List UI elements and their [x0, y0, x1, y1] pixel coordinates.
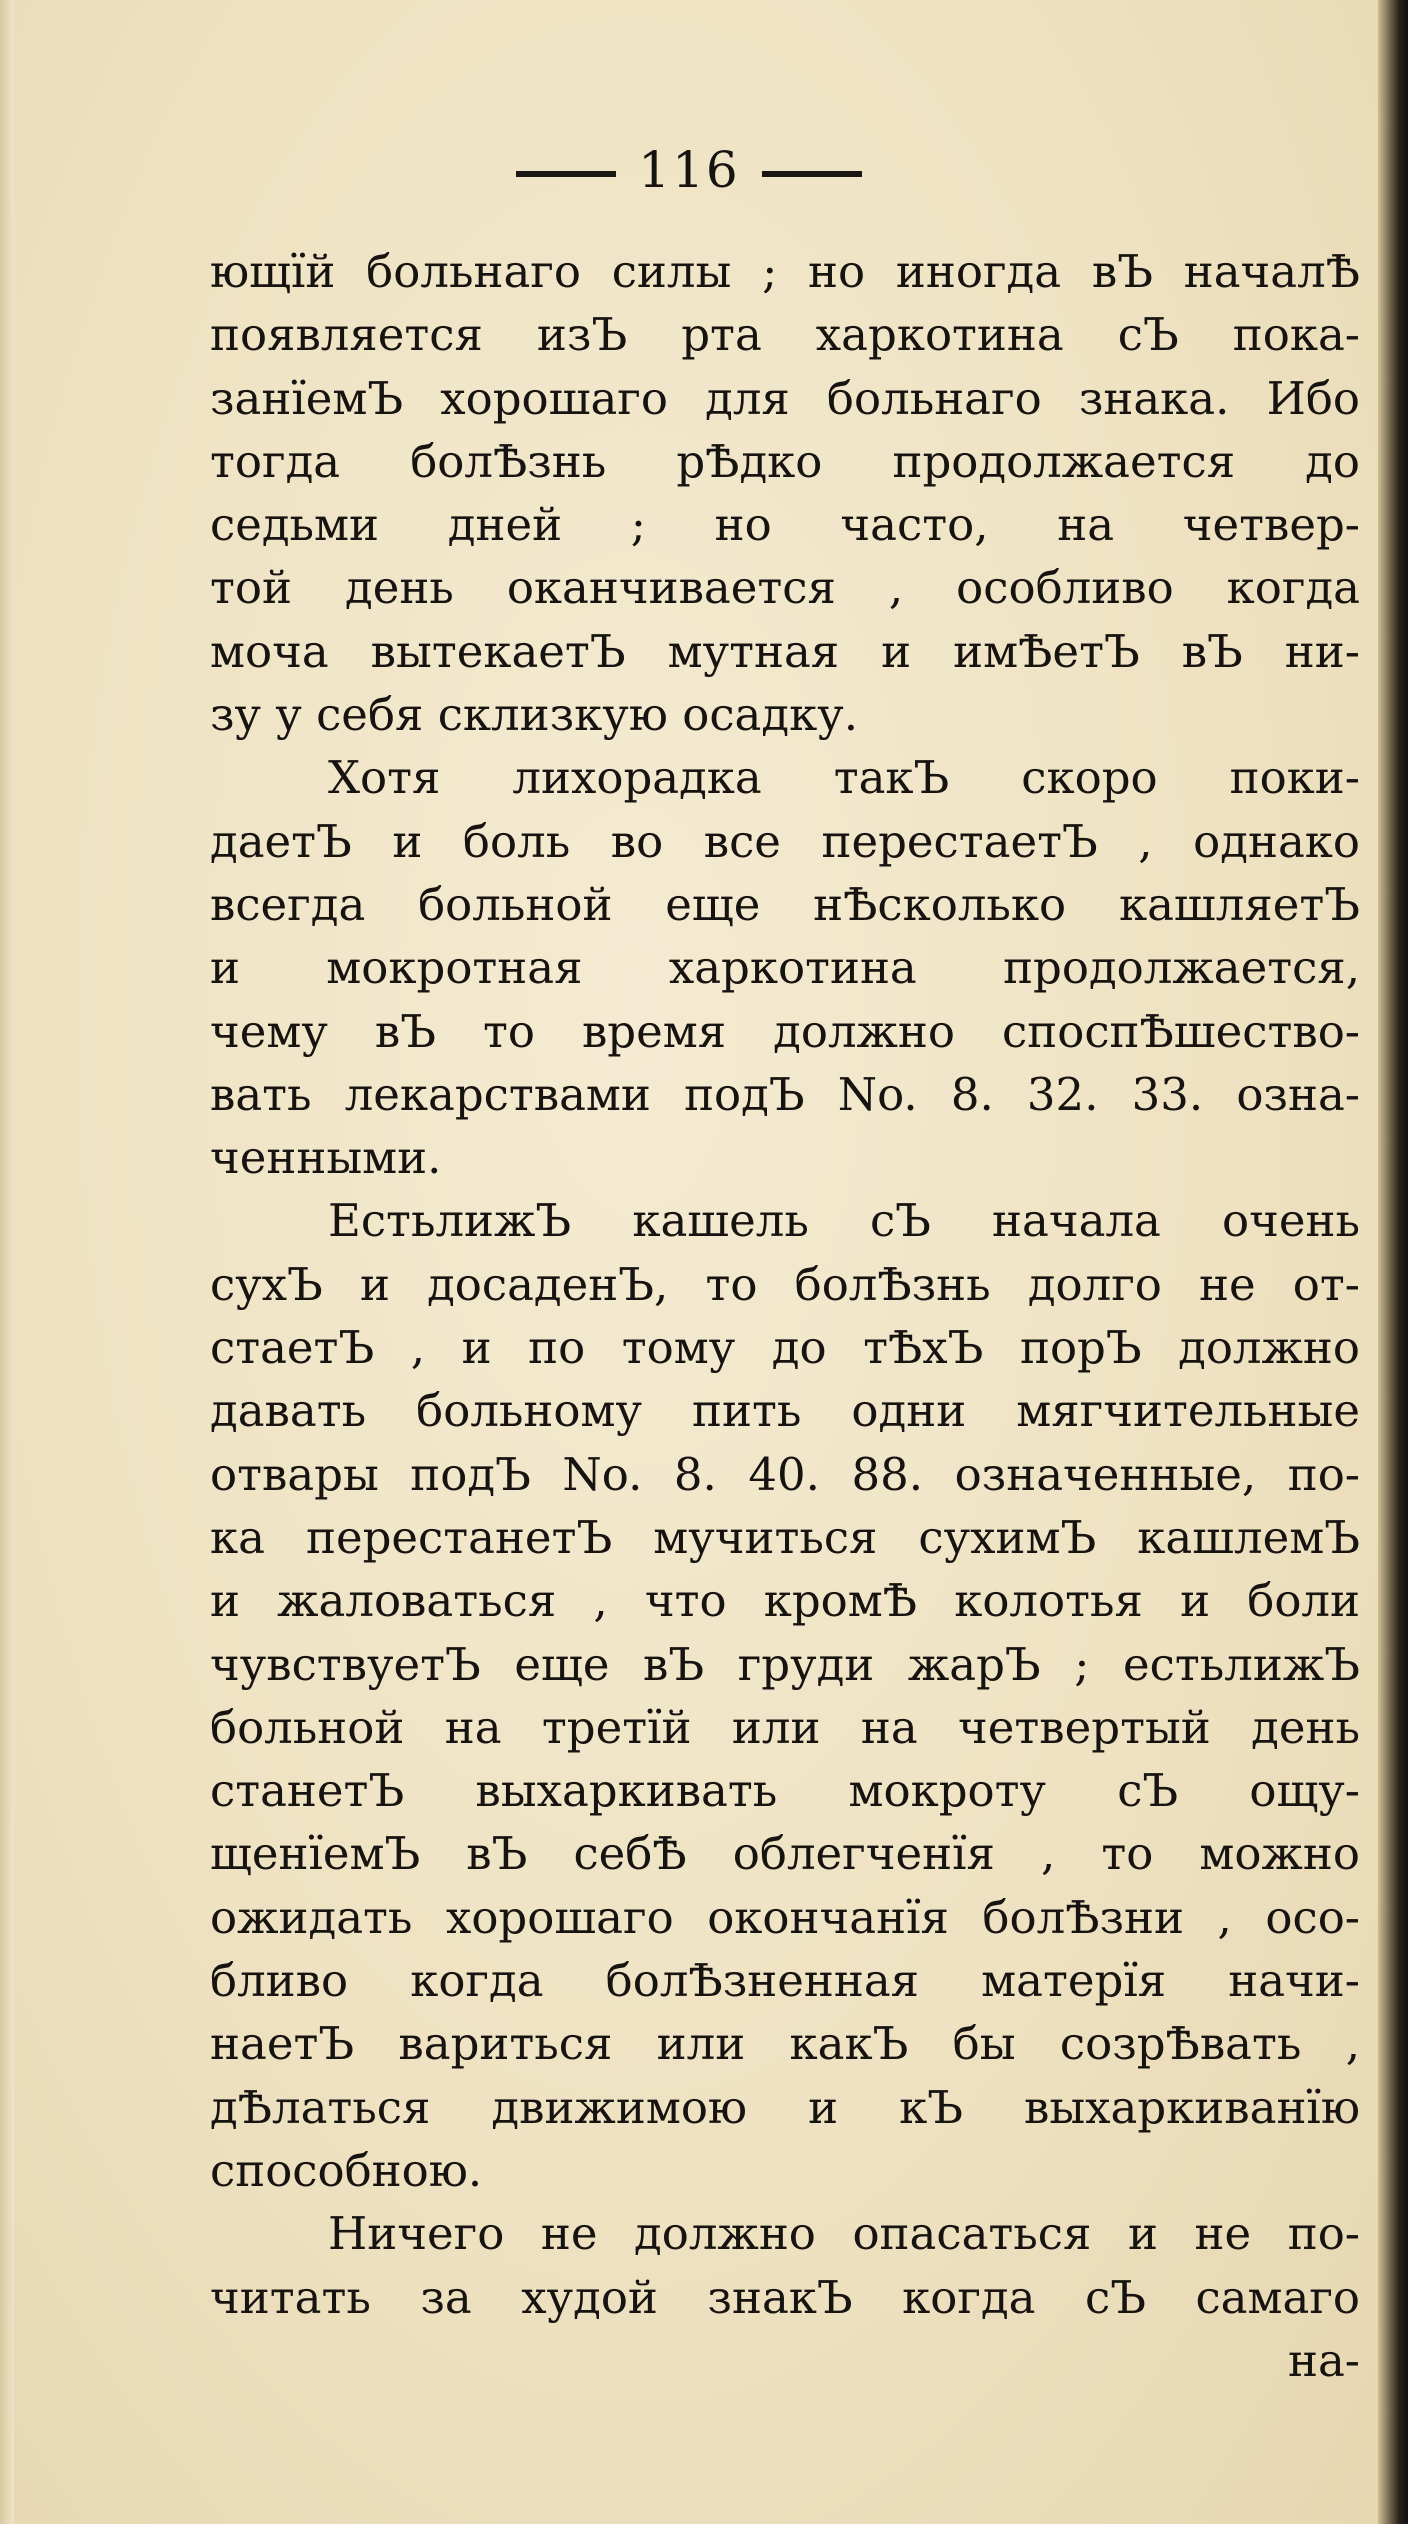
paragraph-start-line: ЕстьлижЪ кашель сЪ начала очень [328, 1194, 1360, 1248]
page-header [0, 140, 1378, 200]
paragraph-end-line: способною. [210, 2143, 483, 2197]
text-line: чувствуетЪ еще вЪ груди жарЪ ; естьлижЪ [210, 1637, 1360, 1691]
catchword: на- [1287, 2333, 1360, 2387]
paragraph-start-line: Ничего не должно опасаться и не по- [328, 2207, 1360, 2261]
text-line: больной на третїй или на четвертый день [210, 1700, 1360, 1754]
paragraph-end-line: зу у себя склизкую осадку. [210, 688, 858, 742]
text-line: читать за худой знакЪ когда сЪ самаго [210, 2270, 1360, 2324]
text-line: ка перестанетЪ мучиться сухимЪ кашлемЪ [210, 1510, 1360, 1564]
text-line: вать лекарствами подЪ No. 8. 32. 33. озна- [210, 1067, 1360, 1121]
text-line: всегда больной еще нѢсколько кашляетЪ [210, 877, 1360, 931]
text-line: наетЪ вариться или какЪ бы созрѢвать , [210, 2017, 1360, 2071]
text-line: станетЪ выхаркивать мокроту сЪ ощу- [210, 1764, 1360, 1818]
text-line: стаетЪ , и по тому до тѢхЪ порЪ должно [210, 1321, 1360, 1375]
text-line: седьми дней ; но часто, на четвер- [210, 498, 1360, 552]
body-text [210, 240, 1360, 2392]
text-line: щенїемЪ вЪ себѢ облегченїя , то можно [210, 1827, 1360, 1881]
text-line: и жаловаться , что кромѢ колотья и боли [210, 1574, 1360, 1628]
text-line: даетЪ и боль во все перестаетЪ , однако [210, 814, 1360, 868]
text-line: тогда болѢзнь рѢдко продолжается до [210, 434, 1360, 488]
text-line: занїемЪ хорошаго для больнаго знака. Ибо [210, 371, 1360, 425]
text-line: чему вЪ то время должно споспѢшество- [210, 1004, 1360, 1058]
text-line: ющїй больнаго силы ; но иногда вЪ началѢ [210, 245, 1360, 298]
page-binding-shadow [1378, 0, 1408, 2524]
paragraph-end-line: ченными. [210, 1131, 442, 1185]
text-line: бливо когда болѢзненная матерїя начи- [210, 1954, 1360, 2008]
text-line: появляется изЪ рта харкотина сЪ пока- [210, 308, 1360, 362]
page-number: 116 [638, 141, 740, 199]
text-line: отвары подЪ No. 8. 40. 88. означенные, по- [210, 1447, 1360, 1501]
text-line: давать больному пить одни мягчительные [210, 1384, 1360, 1438]
text-line: той день оканчивается , особливо когда [210, 561, 1360, 615]
text-line: ожидать хорошаго окончанїя болѢзни , осо- [210, 1890, 1360, 1944]
text-line: моча вытекаетЪ мутная и имѢетЪ вЪ ни- [210, 624, 1360, 678]
page-left-edge [0, 0, 14, 2524]
header-dash-right [762, 171, 862, 177]
header-dash-left [516, 171, 616, 177]
paragraph-start-line: Хотя лихорадка такЪ скоро поки- [328, 751, 1360, 805]
text-line: и мокротная харкотина продолжается, [210, 941, 1360, 995]
text-line: сухЪ и досаденЪ, то болѢзнь долго не от- [210, 1257, 1360, 1311]
text-line: дѢлаться движимою и кЪ выхаркиванїю [210, 2080, 1360, 2134]
